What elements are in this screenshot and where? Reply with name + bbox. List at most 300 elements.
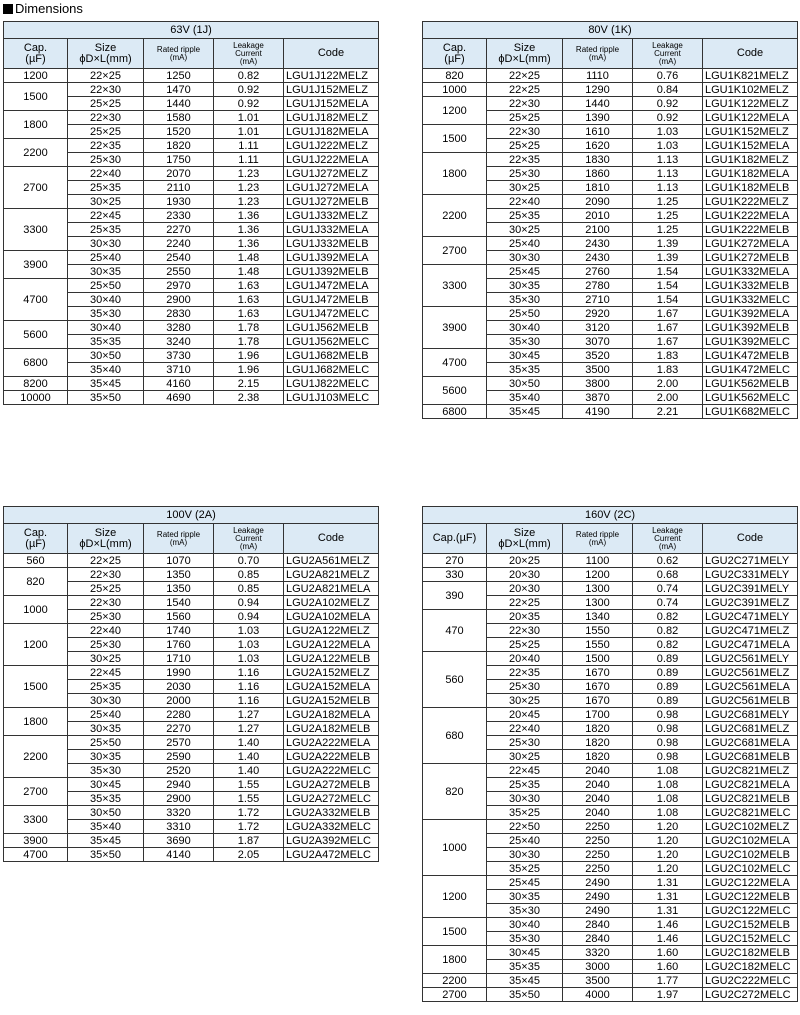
- size-cell: 35×40: [487, 391, 563, 405]
- ripple-cell: 2250: [563, 848, 633, 862]
- cap-cell: 270: [423, 554, 487, 568]
- ripple-cell: 2900: [144, 293, 214, 307]
- ripple-header-label: Rated ripple: [156, 44, 201, 54]
- table-row: [423, 708, 798, 722]
- code-cell: LGU2C821MELA: [703, 778, 798, 792]
- leakage-cell: 2.00: [633, 391, 703, 405]
- code-cell: LGU1K472MELB: [703, 349, 798, 363]
- leakage-header-unit: (mA): [658, 56, 677, 66]
- ripple-cell: 2430: [563, 237, 633, 251]
- ripple-cell: 2920: [563, 307, 633, 321]
- leakage-cell: 2.05: [214, 848, 284, 862]
- size-cell: 25×25: [487, 139, 563, 153]
- ripple-cell: 1820: [563, 750, 633, 764]
- ripple-cell: 2040: [563, 792, 633, 806]
- cap-cell: 1500: [4, 666, 68, 708]
- ripple-cell: 1470: [144, 83, 214, 97]
- leakage-cell: 0.89: [633, 666, 703, 680]
- table-row: [4, 708, 379, 722]
- cap-cell: 4700: [4, 279, 68, 321]
- ripple-cell: 2250: [563, 834, 633, 848]
- leakage-cell: 0.98: [633, 722, 703, 736]
- leakage-cell: 1.63: [214, 307, 284, 321]
- ripple-cell: 3500: [563, 974, 633, 988]
- leakage-cell: 0.89: [633, 694, 703, 708]
- ripple-header-unit: (mA): [588, 537, 607, 547]
- code-cell: LGU2C102MELZ: [703, 820, 798, 834]
- size-cell: 25×25: [68, 125, 144, 139]
- leakage-cell: 1.13: [633, 181, 703, 195]
- size-header-unit: ϕD×L(mm): [79, 537, 132, 550]
- ripple-header: [144, 39, 214, 69]
- size-cell: 35×35: [68, 335, 144, 349]
- leakage-header: [633, 39, 703, 69]
- table-row: [423, 974, 798, 988]
- size-cell: 35×30: [487, 293, 563, 307]
- code-cell: LGU1J332MELA: [284, 223, 379, 237]
- leakage-cell: 0.92: [633, 97, 703, 111]
- table-row: [4, 834, 379, 848]
- table-row: [423, 237, 798, 251]
- ripple-header-label: Rated ripple: [575, 44, 620, 54]
- voltage-header: 63V (1J): [4, 22, 379, 39]
- size-header-unit: ϕD×L(mm): [498, 52, 551, 65]
- code-cell: LGU1J562MELC: [284, 335, 379, 349]
- size-cell: 20×45: [487, 708, 563, 722]
- size-cell: 30×35: [68, 722, 144, 736]
- leakage-cell: 1.72: [214, 820, 284, 834]
- code-cell: LGU1J122MELZ: [284, 69, 379, 83]
- cap-cell: 330: [423, 568, 487, 582]
- leakage-cell: 1.60: [633, 960, 703, 974]
- size-cell: 35×45: [487, 974, 563, 988]
- leakage-cell: 0.76: [633, 69, 703, 83]
- leakage-cell: 1.39: [633, 237, 703, 251]
- size-cell: 30×30: [68, 237, 144, 251]
- ripple-cell: 3320: [144, 806, 214, 820]
- leakage-cell: 1.08: [633, 764, 703, 778]
- ripple-cell: 2830: [144, 307, 214, 321]
- leakage-cell: 1.54: [633, 265, 703, 279]
- code-cell: LGU2A152MELZ: [284, 666, 379, 680]
- cap-cell: 2200: [4, 139, 68, 167]
- leakage-cell: 2.38: [214, 391, 284, 405]
- cap-header-unit: (µF): [25, 537, 46, 550]
- leakage-cell: 0.82: [214, 69, 284, 83]
- cap-cell: 5600: [4, 321, 68, 349]
- leakage-cell: 0.74: [633, 582, 703, 596]
- table-row: [4, 568, 379, 582]
- size-cell: 25×45: [487, 265, 563, 279]
- voltage-header-row: [423, 22, 798, 39]
- cap-cell: 1800: [4, 111, 68, 139]
- cap-cell: 2700: [4, 167, 68, 209]
- size-cell: 22×35: [68, 139, 144, 153]
- size-cell: 35×25: [487, 862, 563, 876]
- size-cell: 25×30: [487, 167, 563, 181]
- code-cell: LGU2C391MELZ: [703, 596, 798, 610]
- ripple-cell: 2900: [144, 792, 214, 806]
- table-row: [423, 610, 798, 624]
- code-cell: LGU1J103MELC: [284, 391, 379, 405]
- leakage-cell: 1.48: [214, 251, 284, 265]
- cap-cell: 3300: [423, 265, 487, 307]
- size-cell: 30×25: [68, 652, 144, 666]
- ripple-cell: 2520: [144, 764, 214, 778]
- size-cell: 22×25: [487, 69, 563, 83]
- table-row: [4, 778, 379, 792]
- ripple-cell: 2040: [563, 778, 633, 792]
- ripple-cell: 4190: [563, 405, 633, 419]
- size-cell: 25×50: [487, 307, 563, 321]
- leakage-cell: 1.54: [633, 279, 703, 293]
- table-row: [423, 265, 798, 279]
- code-cell: LGU2C222MELC: [703, 974, 798, 988]
- size-cell: 25×35: [68, 223, 144, 237]
- leakage-cell: 1.25: [633, 209, 703, 223]
- ripple-cell: 1610: [563, 125, 633, 139]
- size-cell: 25×40: [487, 237, 563, 251]
- ripple-cell: 1560: [144, 610, 214, 624]
- ripple-header: [144, 524, 214, 554]
- size-cell: 30×40: [68, 321, 144, 335]
- size-cell: 35×30: [68, 764, 144, 778]
- size-cell: 25×25: [487, 111, 563, 125]
- table-row: [423, 153, 798, 167]
- cap-cell: 2200: [423, 974, 487, 988]
- ripple-cell: 2840: [563, 932, 633, 946]
- leakage-cell: 1.11: [214, 139, 284, 153]
- square-bullet-icon: [3, 4, 13, 14]
- size-cell: 25×30: [68, 638, 144, 652]
- ripple-cell: 2270: [144, 722, 214, 736]
- ripple-cell: 1990: [144, 666, 214, 680]
- code-cell: LGU2A122MELA: [284, 638, 379, 652]
- code-cell: LGU1K152MELA: [703, 139, 798, 153]
- table-row: [423, 946, 798, 960]
- leakage-cell: 1.67: [633, 321, 703, 335]
- ripple-cell: 3690: [144, 834, 214, 848]
- cap-cell: 10000: [4, 391, 68, 405]
- leakage-cell: 1.20: [633, 834, 703, 848]
- code-cell: LGU2A472MELC: [284, 848, 379, 862]
- table-row: [4, 209, 379, 223]
- leakage-cell: 1.40: [214, 750, 284, 764]
- ripple-cell: 2000: [144, 694, 214, 708]
- table-row: [423, 652, 798, 666]
- leakage-cell: 0.89: [633, 652, 703, 666]
- table-63v: [3, 21, 379, 405]
- leakage-header: [214, 39, 284, 69]
- table-row: [4, 736, 379, 750]
- ripple-cell: 1440: [144, 97, 214, 111]
- ripple-cell: 1820: [563, 722, 633, 736]
- code-cell: LGU1J822MELC: [284, 377, 379, 391]
- cap-cell: 1000: [4, 596, 68, 624]
- size-cell: 22×30: [68, 568, 144, 582]
- cap-cell: 3300: [4, 806, 68, 834]
- code-cell: LGU1J182MELA: [284, 125, 379, 139]
- size-cell: 25×35: [487, 778, 563, 792]
- voltage-header: 100V (2A): [4, 507, 379, 524]
- code-cell: LGU2C331MELY: [703, 568, 798, 582]
- ripple-cell: 2760: [563, 265, 633, 279]
- leakage-cell: 0.74: [633, 596, 703, 610]
- leakage-header-label2: Current: [654, 48, 681, 58]
- code-cell: LGU2A222MELA: [284, 736, 379, 750]
- cap-header: [423, 39, 487, 69]
- table-row: [4, 391, 379, 405]
- size-cell: 25×40: [487, 834, 563, 848]
- size-cell: 25×45: [487, 876, 563, 890]
- leakage-cell: 0.84: [633, 83, 703, 97]
- cap-cell: 3900: [423, 307, 487, 349]
- leakage-header-label2: Current: [235, 533, 262, 543]
- leakage-cell: 1.96: [214, 349, 284, 363]
- cap-cell: 2700: [423, 237, 487, 265]
- code-cell: LGU2A222MELB: [284, 750, 379, 764]
- code-cell: LGU2C182MELB: [703, 946, 798, 960]
- ripple-header-label: Rated ripple: [156, 529, 201, 539]
- code-cell: LGU1J562MELB: [284, 321, 379, 335]
- ripple-cell: 1540: [144, 596, 214, 610]
- cap-cell: 1200: [423, 97, 487, 125]
- table-row: [423, 377, 798, 391]
- ripple-header: [563, 39, 633, 69]
- size-cell: 30×30: [487, 848, 563, 862]
- ripple-cell: 1580: [144, 111, 214, 125]
- ripple-cell: 4690: [144, 391, 214, 405]
- size-cell: 30×35: [68, 750, 144, 764]
- size-cell: 22×25: [487, 83, 563, 97]
- code-cell: LGU2A272MELC: [284, 792, 379, 806]
- cap-cell: 1800: [4, 708, 68, 736]
- leakage-header-label: Leakage: [233, 40, 264, 50]
- ripple-cell: 3320: [563, 946, 633, 960]
- leakage-cell: 1.78: [214, 321, 284, 335]
- size-cell: 22×30: [487, 125, 563, 139]
- leakage-cell: 1.72: [214, 806, 284, 820]
- ripple-cell: 1820: [563, 736, 633, 750]
- ripple-cell: 3000: [563, 960, 633, 974]
- ripple-cell: 1350: [144, 568, 214, 582]
- leakage-header-label: Leakage: [233, 525, 264, 535]
- cap-cell: 4700: [423, 349, 487, 377]
- leakage-cell: 1.97: [633, 988, 703, 1002]
- code-cell: LGU1K562MELB: [703, 377, 798, 391]
- size-cell: 22×40: [487, 195, 563, 209]
- size-header: [487, 39, 563, 69]
- ripple-cell: 2250: [563, 862, 633, 876]
- leakage-cell: 0.92: [214, 83, 284, 97]
- leakage-cell: 0.68: [633, 568, 703, 582]
- code-cell: LGU1J472MELA: [284, 279, 379, 293]
- leakage-cell: 0.98: [633, 708, 703, 722]
- leakage-header-unit: (mA): [239, 541, 258, 551]
- cap-header-label: Cap.(µF): [432, 532, 477, 544]
- ripple-cell: 4160: [144, 377, 214, 391]
- leakage-cell: 2.00: [633, 377, 703, 391]
- ripple-cell: 2110: [144, 181, 214, 195]
- code-cell: LGU2A561MELZ: [284, 554, 379, 568]
- cap-header-label: Cap.: [23, 526, 48, 539]
- code-cell: LGU1J272MELB: [284, 195, 379, 209]
- code-cell: LGU2A272MELB: [284, 778, 379, 792]
- size-cell: 22×25: [487, 596, 563, 610]
- size-cell: 25×40: [68, 708, 144, 722]
- size-cell: 30×50: [487, 377, 563, 391]
- code-cell: LGU1J682MELC: [284, 363, 379, 377]
- cap-cell: 1000: [423, 83, 487, 97]
- code-cell: LGU2C561MELB: [703, 694, 798, 708]
- ripple-cell: 1820: [144, 139, 214, 153]
- leakage-cell: 0.89: [633, 680, 703, 694]
- ripple-cell: 2840: [563, 918, 633, 932]
- code-header: Code: [703, 39, 798, 69]
- code-header: Code: [284, 39, 379, 69]
- ripple-cell: 1670: [563, 680, 633, 694]
- leakage-cell: 1.20: [633, 848, 703, 862]
- voltage-header: 160V (2C): [423, 507, 798, 524]
- size-cell: 20×25: [487, 554, 563, 568]
- ripple-cell: 3710: [144, 363, 214, 377]
- size-cell: 25×50: [68, 736, 144, 750]
- size-cell: 30×25: [487, 750, 563, 764]
- leakage-cell: 0.92: [214, 97, 284, 111]
- code-cell: LGU1K152MELZ: [703, 125, 798, 139]
- code-cell: LGU2A222MELC: [284, 764, 379, 778]
- size-cell: 25×35: [487, 209, 563, 223]
- column-header-row: [423, 524, 798, 554]
- leakage-cell: 1.01: [214, 125, 284, 139]
- ripple-cell: 3280: [144, 321, 214, 335]
- leakage-cell: 1.46: [633, 918, 703, 932]
- cap-header: [423, 524, 487, 554]
- code-cell: LGU1K182MELZ: [703, 153, 798, 167]
- table-row: [4, 111, 379, 125]
- table-row: [423, 405, 798, 419]
- cap-cell: 3900: [4, 834, 68, 848]
- ripple-cell: 1100: [563, 554, 633, 568]
- cap-header: [4, 39, 68, 69]
- size-cell: 30×30: [68, 694, 144, 708]
- code-cell: LGU1K272MELB: [703, 251, 798, 265]
- table-row: [4, 251, 379, 265]
- table-80v: [422, 21, 798, 419]
- code-cell: LGU2C122MELA: [703, 876, 798, 890]
- leakage-cell: 2.21: [633, 405, 703, 419]
- leakage-cell: 2.15: [214, 377, 284, 391]
- code-cell: LGU1J272MELZ: [284, 167, 379, 181]
- ripple-cell: 1620: [563, 139, 633, 153]
- size-cell: 35×30: [487, 904, 563, 918]
- table-row: [4, 554, 379, 568]
- code-cell: LGU2A102MELZ: [284, 596, 379, 610]
- code-cell: LGU2C471MELY: [703, 610, 798, 624]
- code-cell: LGU1K182MELA: [703, 167, 798, 181]
- size-header-unit: ϕD×L(mm): [79, 52, 132, 65]
- table-row: [423, 554, 798, 568]
- size-cell: 35×35: [487, 363, 563, 377]
- size-cell: 25×25: [68, 582, 144, 596]
- ripple-cell: 3870: [563, 391, 633, 405]
- leakage-cell: 1.27: [214, 722, 284, 736]
- ripple-cell: 1710: [144, 652, 214, 666]
- leakage-cell: 1.48: [214, 265, 284, 279]
- size-cell: 35×30: [68, 307, 144, 321]
- ripple-cell: 1810: [563, 181, 633, 195]
- code-cell: LGU1K392MELB: [703, 321, 798, 335]
- size-cell: 20×35: [487, 610, 563, 624]
- leakage-cell: 1.55: [214, 792, 284, 806]
- code-cell: LGU1K332MELC: [703, 293, 798, 307]
- size-cell: 30×40: [487, 918, 563, 932]
- leakage-cell: 1.55: [214, 778, 284, 792]
- size-cell: 20×30: [487, 582, 563, 596]
- table-row: [4, 321, 379, 335]
- leakage-cell: 1.60: [633, 946, 703, 960]
- table-row: [423, 83, 798, 97]
- code-cell: LGU2C821MELZ: [703, 764, 798, 778]
- code-cell: LGU2A102MELA: [284, 610, 379, 624]
- code-cell: LGU1J222MELZ: [284, 139, 379, 153]
- ripple-cell: 1740: [144, 624, 214, 638]
- size-cell: 25×40: [68, 251, 144, 265]
- ripple-cell: 1300: [563, 596, 633, 610]
- leakage-cell: 1.23: [214, 167, 284, 181]
- code-header: Code: [703, 524, 798, 554]
- ripple-cell: 3240: [144, 335, 214, 349]
- size-cell: 25×35: [68, 181, 144, 195]
- size-cell: 35×50: [487, 988, 563, 1002]
- leakage-cell: 1.31: [633, 876, 703, 890]
- cap-cell: 1000: [423, 820, 487, 876]
- ripple-cell: 1700: [563, 708, 633, 722]
- cap-cell: 1200: [4, 624, 68, 666]
- ripple-cell: 1250: [144, 69, 214, 83]
- ripple-cell: 2570: [144, 736, 214, 750]
- size-cell: 22×30: [68, 111, 144, 125]
- table-row: [423, 582, 798, 596]
- leakage-header-label: Leakage: [652, 525, 683, 535]
- ripple-cell: 1300: [563, 582, 633, 596]
- ripple-cell: 1670: [563, 694, 633, 708]
- code-cell: LGU1K332MELB: [703, 279, 798, 293]
- leakage-header: [214, 524, 284, 554]
- cap-cell: 3900: [4, 251, 68, 279]
- code-cell: LGU1K472MELC: [703, 363, 798, 377]
- size-cell: 30×25: [487, 694, 563, 708]
- leakage-cell: 1.16: [214, 680, 284, 694]
- size-cell: 30×45: [487, 946, 563, 960]
- leakage-cell: 1.20: [633, 862, 703, 876]
- code-cell: LGU1K222MELZ: [703, 195, 798, 209]
- ripple-cell: 2940: [144, 778, 214, 792]
- code-cell: LGU2C821MELB: [703, 792, 798, 806]
- code-cell: LGU2C561MELZ: [703, 666, 798, 680]
- ripple-cell: 3800: [563, 377, 633, 391]
- ripple-cell: 2240: [144, 237, 214, 251]
- leakage-cell: 0.94: [214, 610, 284, 624]
- table-row: [4, 624, 379, 638]
- size-cell: 35×45: [68, 834, 144, 848]
- size-header-unit: ϕD×L(mm): [498, 537, 551, 550]
- table-row: [423, 820, 798, 834]
- ripple-cell: 3500: [563, 363, 633, 377]
- ripple-cell: 1390: [563, 111, 633, 125]
- size-cell: 30×40: [487, 321, 563, 335]
- size-header: [487, 524, 563, 554]
